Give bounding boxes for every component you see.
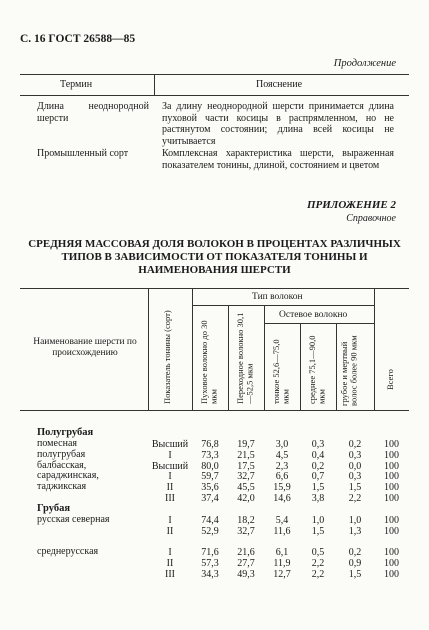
value-cell: 0,3 <box>348 449 362 461</box>
fineness-cell: II <box>166 482 174 494</box>
value-cell: 3,0 <box>275 439 289 450</box>
table2-divider <box>228 305 229 410</box>
value-cell: 73,3 <box>201 449 219 461</box>
value-cell: 0,0 <box>348 460 362 472</box>
value-cell: 59,7 <box>201 471 219 483</box>
value-cell: 2,2 <box>348 493 362 504</box>
table1-explanation: Комплексная характеристика шерсти, выраженная показателем тонины, длиной, состоянием и цветом <box>162 148 394 171</box>
value-cell: 35,6 <box>201 482 219 494</box>
value-cell: 0,2 <box>348 439 362 450</box>
value-cell: 37,4 <box>201 493 219 504</box>
total-cell: 100 <box>384 449 399 461</box>
total-cell: 100 <box>384 525 399 537</box>
value-cell: 80,0 <box>201 460 219 472</box>
table2-header-fiber-type: Тип волокон <box>252 292 303 302</box>
table2-header-name: Наименование шерсти по происхождению <box>33 337 137 358</box>
fineness-cell: I <box>168 449 172 461</box>
value-cell: 17,5 <box>237 460 255 472</box>
value-cell: 11,9 <box>273 558 291 570</box>
appendix-note: Справочное <box>346 213 396 224</box>
group-heading: Грубая <box>37 503 71 514</box>
fineness-cell: Высший <box>151 439 189 450</box>
table2-divider <box>148 288 149 410</box>
value-cell: 1,5 <box>311 482 325 494</box>
table1-explanation: За длину неоднородной шерсти принимается длина пуховой части косицы в распрямленном, но не растянутом состоянии; длина всей косицы не учитывается <box>162 101 394 147</box>
value-cell: 0,2 <box>311 460 325 472</box>
value-cell: 12,7 <box>273 569 291 580</box>
table1-top-rule <box>20 74 409 75</box>
value-cell: 5,4 <box>275 515 289 526</box>
wool-names: помесная полугрубая балбасская, сараджинская, таджикская <box>37 438 99 493</box>
appendix-label: ПРИЛОЖЕНИЕ 2 <box>306 199 396 211</box>
fineness-cell: I <box>168 515 172 526</box>
value-cell: 42,0 <box>237 493 255 504</box>
table2-header-transitional: Переходное волокно 30,1—52,5 мкм <box>235 312 255 404</box>
table2-rule <box>264 323 374 324</box>
table1-header-explanation: Пояснение <box>256 79 303 90</box>
value-cell: 2,3 <box>275 460 289 472</box>
table1-col-divider <box>154 74 155 95</box>
total-cell: 100 <box>384 569 399 580</box>
total-cell: 100 <box>384 515 399 526</box>
fineness-cell: I <box>168 547 172 559</box>
value-cell: 76,8 <box>201 439 219 450</box>
value-cell: 1,0 <box>311 515 325 526</box>
value-cell: 1,5 <box>311 525 325 537</box>
total-cell: 100 <box>384 547 399 559</box>
value-cell: 52,9 <box>201 525 219 537</box>
table1-header-term: Термин <box>60 79 93 90</box>
value-cell: 57,3 <box>201 558 219 570</box>
fineness-cell: Высший <box>151 460 189 472</box>
table2-divider <box>374 288 375 410</box>
value-cell: 6,6 <box>275 471 289 483</box>
value-cell: 34,3 <box>201 569 219 580</box>
value-cell: 11,6 <box>273 525 291 537</box>
value-cell: 45,5 <box>237 482 255 494</box>
value-cell: 0,5 <box>311 547 325 559</box>
table2-header-rule <box>20 410 409 411</box>
total-cell: 100 <box>384 439 399 450</box>
value-cell: 15,9 <box>273 482 291 494</box>
table2-header-total: Всего <box>385 369 395 390</box>
value-cell: 21,5 <box>237 449 255 461</box>
value-cell: 2,2 <box>311 569 325 580</box>
table1-header-rule <box>20 95 409 96</box>
table2-header-medium: среднее 75,1—90,0 мкм <box>307 335 327 404</box>
table1-term: Промышленный сорт <box>37 148 129 159</box>
table2-divider <box>264 305 265 410</box>
table2-divider <box>192 288 193 410</box>
value-cell: 14,6 <box>273 493 291 504</box>
value-cell: 0,3 <box>348 471 362 483</box>
total-cell: 100 <box>384 460 399 472</box>
table2-header-thin: тонкое 52,6—75,0 мкм <box>271 339 291 404</box>
value-cell: 74,4 <box>201 515 219 526</box>
value-cell: 0,4 <box>311 449 325 461</box>
value-cell: 32,7 <box>237 471 255 483</box>
value-cell: 18,2 <box>237 515 255 526</box>
fineness-cell: III <box>165 493 175 504</box>
total-cell: 100 <box>384 482 399 494</box>
total-cell: 100 <box>384 558 399 570</box>
table2-rule <box>192 305 374 306</box>
value-cell: 0,7 <box>311 471 325 483</box>
fineness-cell: II <box>166 558 174 570</box>
value-cell: 1,3 <box>348 525 362 537</box>
table2-top-rule <box>20 288 409 289</box>
table2-header-fineness: Показатель тонины (сорт) <box>162 310 172 404</box>
table1-term: Длина неоднородной шерсти <box>37 101 149 124</box>
total-cell: 100 <box>384 471 399 483</box>
table2-header-down: Пуховое волокно до 30 мкм <box>199 320 219 404</box>
value-cell: 1,5 <box>348 482 362 494</box>
fineness-cell: III <box>165 569 175 580</box>
value-cell: 27,7 <box>237 558 255 570</box>
table2-header-coarse: грубое и мертвый волос более 90 мкм <box>339 335 359 406</box>
value-cell: 6,1 <box>275 547 289 559</box>
group-heading: Полугрубая <box>37 427 94 438</box>
table2-divider <box>300 323 301 410</box>
value-cell: 19,7 <box>237 439 255 450</box>
appendix-title: СРЕДНЯЯ МАССОВАЯ ДОЛЯ ВОЛОКОН В ПРОЦЕНТАХ РАЗЛИЧНЫХ ТИПОВ В ЗАВИСИМОСТИ ОТ ПОКАЗАТЕЛЯ ТОНИНЫ И НАИМЕНОВАНИЯ ШЕРСТИ <box>28 238 401 276</box>
table2-divider <box>336 323 337 410</box>
value-cell: 3,8 <box>311 493 325 504</box>
value-cell: 49,3 <box>237 569 255 580</box>
value-cell: 0,2 <box>348 547 362 559</box>
table2-header-awn: Остевое волокно <box>279 310 348 320</box>
value-cell: 71,6 <box>201 547 219 559</box>
page-header: С. 16 ГОСТ 26588—85 <box>20 33 136 45</box>
fineness-cell: I <box>168 471 172 483</box>
value-cell: 1,0 <box>348 515 362 526</box>
value-cell: 32,7 <box>237 525 255 537</box>
continuation-label: Продолжение <box>333 58 396 69</box>
value-cell: 1,5 <box>348 569 362 580</box>
value-cell: 21,6 <box>237 547 255 559</box>
value-cell: 4,5 <box>275 449 289 461</box>
value-cell: 0,9 <box>348 558 362 570</box>
total-cell: 100 <box>384 493 399 504</box>
value-cell: 0,3 <box>311 439 325 450</box>
value-cell: 2,2 <box>311 558 325 570</box>
wool-names: русская северная среднерусская <box>37 514 110 558</box>
fineness-cell: II <box>166 525 174 537</box>
